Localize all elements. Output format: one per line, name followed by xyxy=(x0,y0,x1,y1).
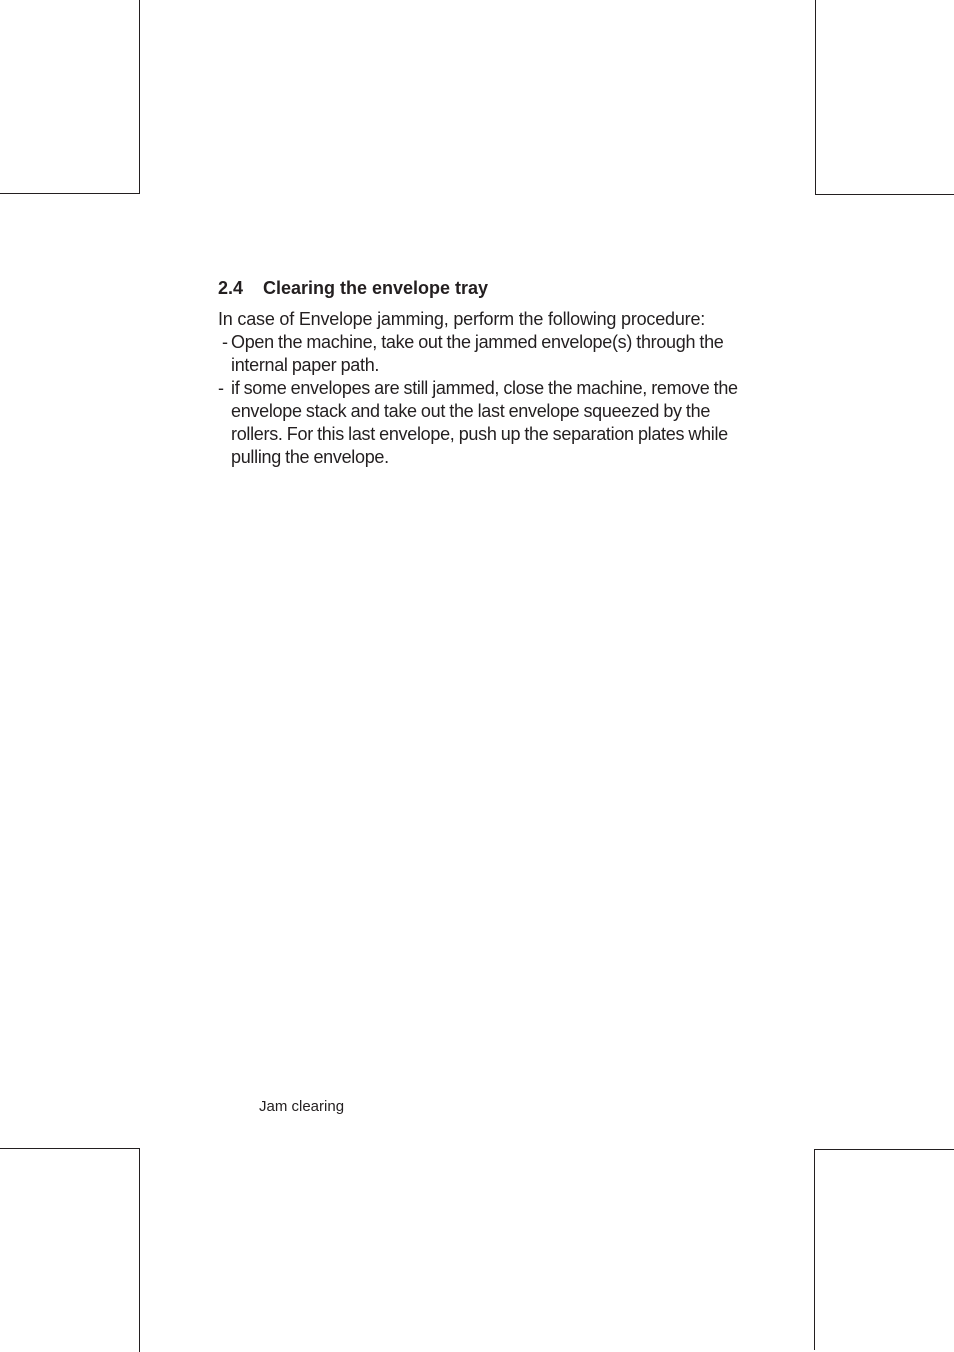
list-marker: - xyxy=(222,332,228,352)
page-footer-chapter: Jam clearing xyxy=(259,1098,345,1115)
list-item xyxy=(218,331,740,377)
list-item xyxy=(218,377,740,469)
section-title: Clearing the envelope tray xyxy=(263,278,489,298)
section-heading xyxy=(218,276,740,300)
list-item-text: Open the machine, take out the jammed envelope(s) through the internal paper path. xyxy=(231,332,724,375)
list-item-text: if some envelopes are still jammed, close the machine, remove the envelope stack and take out the last envelope squeezed by the rollers. For this last envelope, push up the separation plates while pulling the envelope. xyxy=(231,378,738,467)
section-number: 2.4 xyxy=(218,278,244,298)
section-envelope-tray xyxy=(218,276,740,469)
crop-mark-bottom-left xyxy=(0,1148,140,1352)
intro-paragraph: In case of Envelope jamming, perform the following procedure: xyxy=(218,309,706,329)
crop-mark-top-right xyxy=(815,0,954,195)
procedure-list xyxy=(218,331,740,469)
crop-mark-top-left xyxy=(0,0,140,194)
crop-mark-bottom-right xyxy=(814,1149,954,1350)
list-marker: - xyxy=(218,378,224,398)
